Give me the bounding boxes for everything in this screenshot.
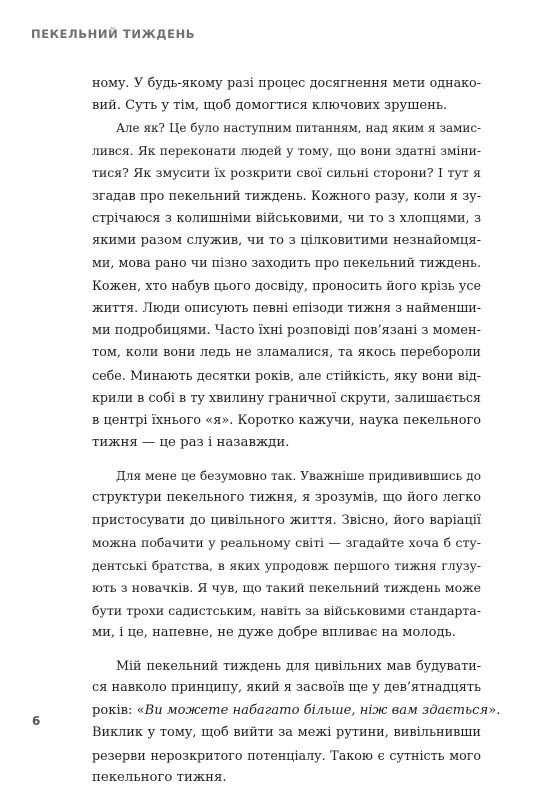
text-line: Але як? Це було наступним питанням, над яким я замис- xyxy=(116,121,481,135)
text-line: ному. У будь-якому разі процес досягнення мети однако- xyxy=(92,75,481,90)
text-line-with-quote xyxy=(92,700,501,723)
text-line: тися? Як змусити їх розкрити свої сильні сторони? І тут я xyxy=(92,165,481,180)
text-line: тижня — це раз і назавжди. xyxy=(92,435,290,450)
text-line: стрічаюся з колишніми військовими, чи то з хлопцями, з xyxy=(92,210,481,225)
paragraph-4 xyxy=(92,655,501,790)
italic-quote: Ви можете набагато більше, ніж вам здається xyxy=(144,702,489,718)
text-line: крили в собі в ту хвилину граничної скрути, залишається xyxy=(92,390,481,405)
paragraph-2 xyxy=(92,117,481,455)
text-line: себе. Минають десятки років, але стійкість, яку вони від- xyxy=(92,367,481,383)
body-text xyxy=(92,72,501,790)
paragraph-1 xyxy=(92,72,481,117)
paragraph-3 xyxy=(92,465,481,645)
text-line: лився. Як переконати людей у тому, що вони здатні зміни- xyxy=(92,143,481,158)
text-line: ми подробицями. Часто їхні розповіді пов’язані з момен- xyxy=(92,322,481,338)
text-line: Виклик у тому, щоб вийти за межі рутини, вивільнивши xyxy=(92,725,481,740)
text-line: ють з новачків. Я чув, що такий пекельний тиждень може xyxy=(92,580,481,595)
text-line: в центрі їхнього «я». Коротко кажучи, наука пекельного xyxy=(92,412,481,428)
text-line: ми, мова рано чи пізно заходить про пекельний тиждень. xyxy=(92,255,481,270)
text-line: вий. Суть у тім, щоб домогтися ключових зрушень. xyxy=(92,97,448,113)
text-line: структури пекельного тижня, я зрозумів, що його легко xyxy=(92,490,481,505)
text-line: том, коли вони ледь не зламалися, та якось перебороли xyxy=(92,345,481,360)
text-line: якими разом служив, чи то з цілковитими незнайомця- xyxy=(92,232,481,248)
text-line: Кожен, хто набув цього досвіду, проносить його крізь усе xyxy=(92,277,481,293)
quote-prefix: років: « xyxy=(92,702,145,718)
text-line: резерви нерозкритого потенціалу. Такою є сутність мого xyxy=(92,747,481,763)
text-line: Для мене це безумовно так. Уважніше придивившись до xyxy=(116,468,481,483)
text-line: життя. Люди описують певні епізоди тижня з найменши- xyxy=(92,300,481,315)
running-header: ПЕКЕЛЬНИЙ ТИЖДЕНЬ xyxy=(31,27,196,41)
text-line: пекельного тижня. xyxy=(92,770,227,785)
page-number: 6 xyxy=(32,714,41,728)
text-line: ся навколо принципу, який я засвоїв ще у дев’ятнадцять xyxy=(92,680,481,695)
text-line: пристосувати до цивільного життя. Звісно, його варіації xyxy=(92,512,481,528)
text-line: дентські братства, в яких упродовж першого тижня глузу- xyxy=(92,558,481,573)
quote-suffix: ». xyxy=(488,702,501,718)
text-line: можна побачити у реальному світі — згадайте хоча б сту- xyxy=(92,535,481,550)
text-line: згадав про пекельний тиждень. Кожного разу, коли я зу- xyxy=(92,187,481,203)
text-line: бути трохи садистським, навіть за військовими стандарта- xyxy=(92,602,481,618)
text-line: ми, і це, напевне, не дуже добре впливає на молодь. xyxy=(92,625,456,640)
text-line: Мій пекельний тиждень для цивільних мав будувати- xyxy=(116,657,481,673)
